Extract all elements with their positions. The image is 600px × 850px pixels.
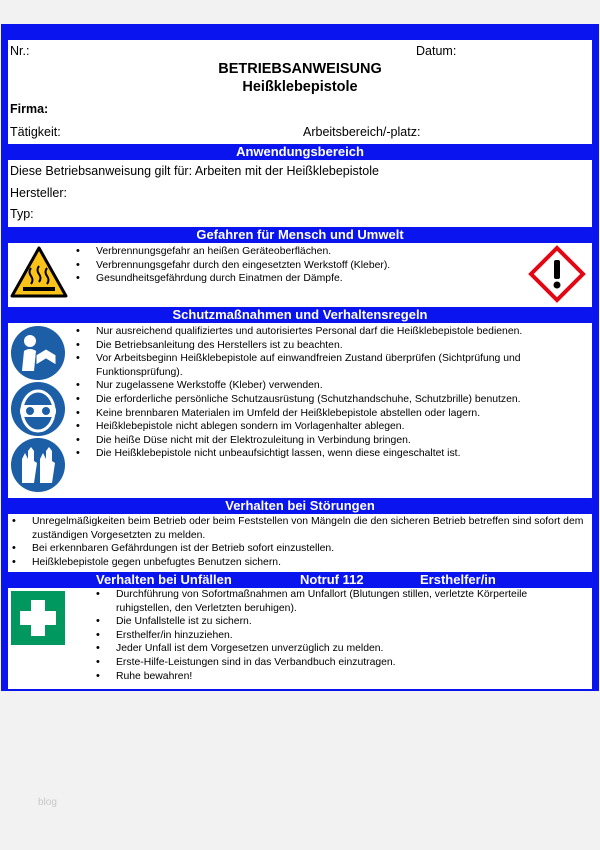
schutz-item: • Vor Arbeitsbeginn Heißklebepistole auf einwandfreien Zustand überprüfen (Sichtprüfung und Funktionsprüfung). (96, 352, 526, 379)
unfaelle-item: • Ersthelfer/in hinzuziehen. (116, 629, 586, 643)
schutz-item: • Nur zugelassene Werkstoffe (Kleber) verwenden. (96, 379, 526, 393)
hot-surface-warning-icon (10, 246, 68, 298)
nr-label: Nr.: (10, 44, 30, 58)
anwendungsbereich-section (8, 160, 592, 225)
stoerungen-section (8, 514, 592, 572)
unfaelle-item: • Erste-Hilfe-Leistungen sind in das Verbandbuch einzutragen. (116, 656, 586, 670)
schutz-heading: Schutzmaßnahmen und Verhaltensregeln (8, 307, 592, 323)
unfaelle-heading (8, 572, 592, 588)
stoerungen-heading: Verhalten bei Störungen (8, 498, 592, 514)
taetigkeit-label: Tätigkeit: (10, 125, 61, 139)
typ-label: Typ: (10, 207, 34, 221)
schutz-item: • Nur ausreichend qualifiziertes und autorisiertes Personal darf die Heißklebepistole bedienen. (96, 325, 526, 339)
ghs-exclamation-icon (528, 245, 586, 303)
document-frame (1, 24, 599, 691)
anwendungsbereich-heading: Anwendungsbereich (8, 144, 592, 160)
schutz-item: • Die heiße Düse nicht mit der Elektrozuleitung in Verbindung bringen. (96, 434, 526, 448)
schutz-list (96, 325, 526, 461)
unfaelle-item: • Jeder Unfall ist dem Vorgesetzen unverzüglich zu melden. (116, 642, 586, 656)
schutz-item: • Die erforderliche persönliche Schutzausrüstung (Schutzhandschuhe, Schutzbrille) benutzen. (96, 393, 526, 407)
protective-gloves-icon (10, 437, 66, 493)
gefahren-item: • Verbrennungsgefahr durch den eingesetzten Werkstoff (Kleber). (96, 259, 526, 273)
stoerungen-item: • Heißklebepistole gegen unbefugtes Benutzen sichern. (32, 556, 588, 570)
gefahren-item: • Gesundheitsgefährdung durch Einatmen der Dämpfe. (96, 272, 526, 286)
gefahren-heading: Gefahren für Mensch und Umwelt (8, 227, 592, 243)
stoerungen-item: • Unregelmäßigkeiten beim Betrieb oder beim Feststellen von Mängeln die den sicheren Betrieb betreffen sind sofort dem zuständigen Vorgesetzten zu melden. (32, 515, 588, 542)
document-title: BETRIEBSANWEISUNG (218, 61, 382, 77)
unfaelle-section (8, 588, 592, 689)
schutz-item: • Heißklebepistole nicht ablegen sondern im Vorlagenhalter ablegen. (96, 420, 526, 434)
schutz-section (8, 323, 592, 491)
document-subtitle: Heißklebepistole (242, 79, 358, 95)
arbeitsbereich-label: Arbeitsbereich/-platz: (303, 125, 421, 139)
first-aid-icon (11, 591, 65, 645)
watermark-text: blog (38, 797, 57, 808)
firma-label: Firma: (10, 102, 49, 116)
safety-goggles-icon (10, 381, 66, 437)
schutz-item: • Keine brennbaren Materialen im Umfeld der Heißklebepistole abstellen oder lagern. (96, 407, 526, 421)
gefahren-section (8, 243, 592, 305)
gefahren-list (96, 245, 526, 286)
notruf-label: Notruf 112 (300, 572, 364, 587)
hersteller-label: Hersteller: (10, 186, 67, 200)
document-body (8, 40, 592, 689)
stoerungen-item: • Bei erkennbaren Gefährdungen ist der Betrieb sofort einzustellen. (32, 542, 588, 556)
gefahren-item: • Verbrennungsgefahr an heißen Geräteoberflächen. (96, 245, 526, 259)
anwendungsbereich-text: Diese Betriebsanweisung gilt für: Arbeiten mit der Heißklebepistole (10, 164, 379, 178)
unfaelle-list (116, 588, 586, 683)
read-manual-icon (10, 325, 66, 381)
unfaelle-heading-left: Verhalten bei Unfällen (96, 572, 232, 587)
unfaelle-item: • Durchführung von Sofortmaßnahmen am Unfallort (Blutungen stillen, verletzte Körperteile ruhigstellen, den Verletzten beruhigen). (116, 588, 586, 615)
datum-label: Datum: (416, 44, 457, 58)
schutz-item: • Die Betriebsanleitung des Herstellers ist zu beachten. (96, 339, 526, 353)
schutz-item: • Die Heißklebepistole nicht unbeaufsichtigt lassen, wenn diese eingeschaltet ist. (96, 447, 526, 461)
unfaelle-item: • Die Unfallstelle ist zu sichern. (116, 615, 586, 629)
stoerungen-list (32, 515, 588, 569)
ersthelfer-label: Ersthelfer/in (420, 572, 496, 587)
header-block (8, 40, 592, 140)
unfaelle-item: • Ruhe bewahren! (116, 670, 586, 684)
